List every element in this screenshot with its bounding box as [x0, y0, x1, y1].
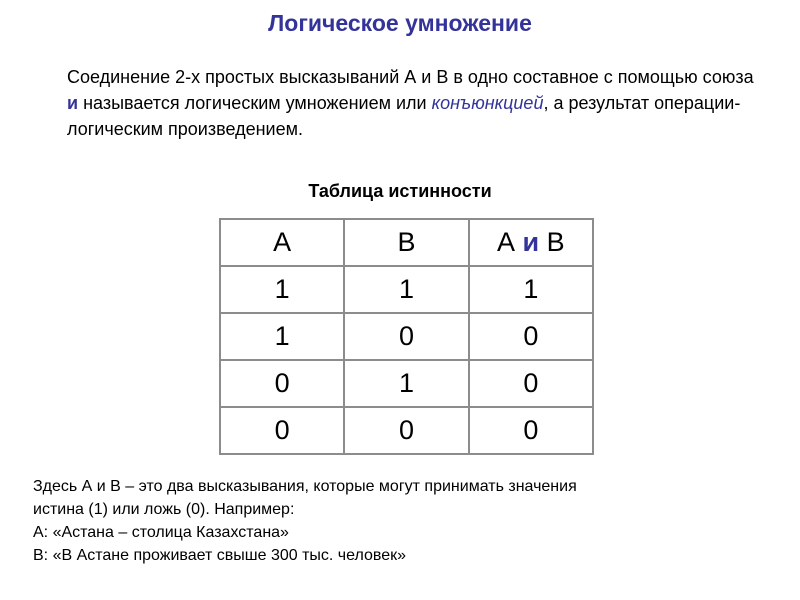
- cell-result: 0: [469, 313, 593, 360]
- cell-b: 0: [344, 407, 468, 454]
- cell-b: 1: [344, 266, 468, 313]
- intro-text-part3: , а результат операции- логическим произведением.: [67, 93, 741, 139]
- truth-table-header-row: [220, 219, 593, 266]
- cell-a: 1: [220, 266, 344, 313]
- table-row: [220, 360, 593, 407]
- note-example-a: А: «Астана – столица Казахстана»: [33, 524, 289, 541]
- cell-a: 0: [220, 407, 344, 454]
- cell-a: 0: [220, 360, 344, 407]
- cell-result: 0: [469, 360, 593, 407]
- header-a: А: [220, 219, 344, 266]
- intro-term-conjunction: конъюнкцией: [431, 93, 544, 113]
- cell-result: 0: [469, 407, 593, 454]
- table-row: [220, 407, 593, 454]
- cell-a: 1: [220, 313, 344, 360]
- header-result-keyword: и: [522, 227, 540, 257]
- intro-paragraph: [67, 64, 767, 142]
- cell-result: 1: [469, 266, 593, 313]
- example-note: [33, 475, 773, 567]
- header-result-left: А: [496, 227, 515, 257]
- intro-keyword-and: и: [67, 93, 79, 113]
- header-a-and-b: [469, 219, 593, 266]
- truth-table-caption: Таблица истинности: [308, 181, 492, 201]
- header-result-right: В: [546, 227, 565, 257]
- note-example-b: В: «В Астане проживает свыше 300 тыс. человек»: [33, 547, 407, 564]
- intro-text-part1: Соединение 2-х простых высказываний А и В в одно составное с помощью союза: [67, 67, 754, 87]
- truth-table: [219, 218, 594, 455]
- table-row: [220, 266, 593, 313]
- note-line: Здесь А и В – это два высказывания, которые могут принимать значения: [33, 478, 577, 495]
- table-row: [220, 313, 593, 360]
- page-title: Логическое умножение: [268, 10, 532, 36]
- cell-b: 1: [344, 360, 468, 407]
- note-line: истина (1) или ложь (0). Например:: [33, 501, 295, 518]
- intro-text-part2: называется логическим умножением или: [78, 93, 432, 113]
- cell-b: 0: [344, 313, 468, 360]
- header-b: В: [344, 219, 468, 266]
